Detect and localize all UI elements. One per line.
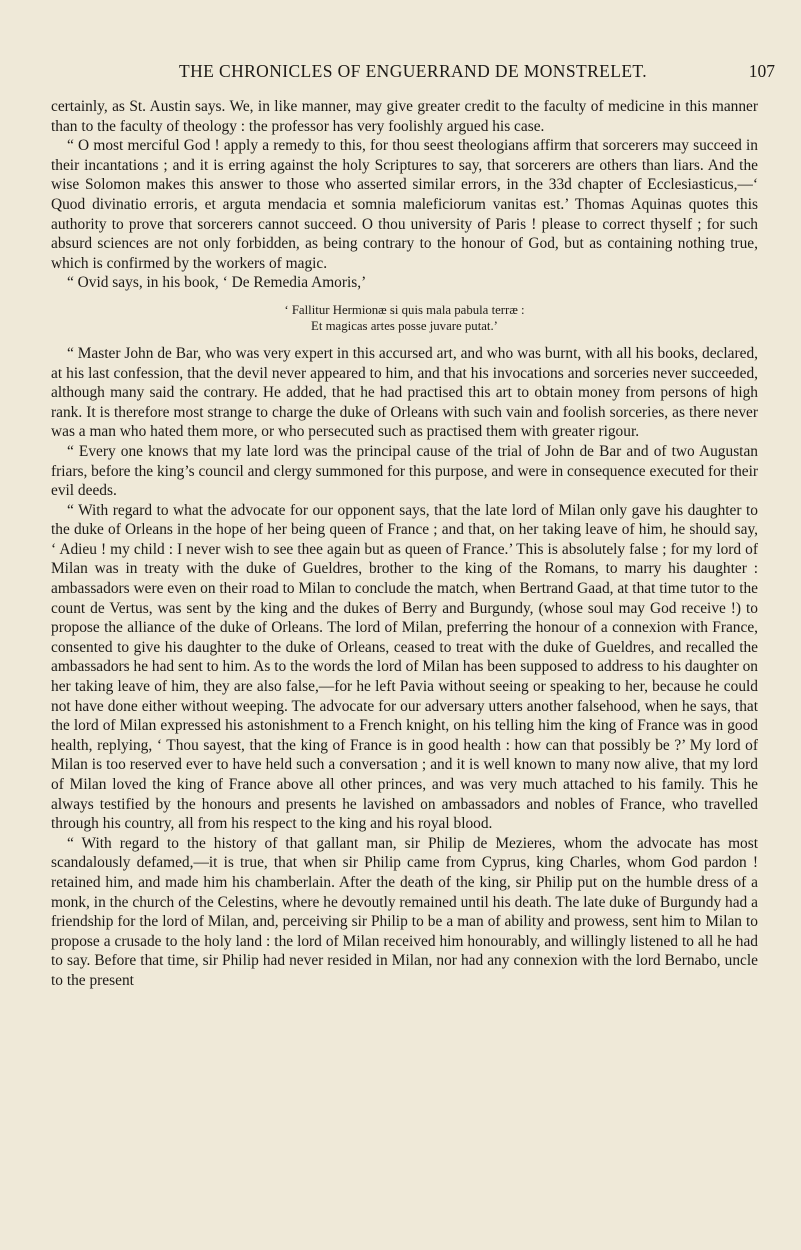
verse-line: ‘ Fallitur Hermionæ si quis mala pabula terræ : (284, 302, 525, 317)
paragraph: “ With regard to the history of that gallant man, sir Philip de Mezieres, whom the advocate has most scandalously defamed,—it is true, that when sir Philip came from Cyprus, king Charles, whom God pardon ! retained him, and made him his chamberlain. After the death of the king, sir Philip put on the humble dress of a monk, in the church of the Celestins, where he devoutly remained until his death. The late duke of Burgundy had a friendship for the lord of Milan, and, perceiving sir Philip to be a man of ability and prowess, sent him to Milan to propose a crusade to the holy land : the lord of Milan received him honourably, and willingly listened to all he had to say. Before that time, sir Philip had never resided in Milan, nor had any connexion with the lord Bernabo, uncle to the present (51, 834, 758, 989)
running-header (51, 57, 775, 85)
body-text (51, 97, 758, 991)
page-number: 107 (748, 61, 775, 81)
verse-quotation (51, 302, 758, 334)
verse-line: Et magicas artes posse juvare putat.’ (311, 318, 498, 333)
paragraph: “ Every one knows that my late lord was the principal cause of the trial of John de Bar and of two Augustan friars, before the king’s council and clergy summoned for this purpose, and were in consequence executed for their evil deeds. (51, 442, 759, 500)
paragraph: “ With regard to what the advocate for our opponent says, that the late lord of Milan only gave his daughter to the duke of Orleans in the hope of her being queen of France ; and that, on her taking leave of him, he should say, ‘ Adieu ! my child : I never wish to see thee again but as queen of France.’ This is absolutely false ; for my lord of Milan was in treaty with the duke of Gueldres, brother to the king of the Romans, to marry his daughter : ambassadors were even on their road to Milan to conclude the match, when Bertrand Gaad, at that time tutor to the count de Vertus, was sent by the king and the dukes of Berry and Burgundy, (whose soul may God receive !) to propose the alliance of the duke of Orleans. The lord of Milan, preferring the honour of a connexion with France, consented to give his daughter to the duke of Orleans, ceased to treat with the duke of Gueldres, and recalled the ambassadors he had sent to him. As to the words the lord of Milan has been supposed to address to his daughter on her taking leave of him, they are also false,—for he left Pavia without seeing or speaking to her, because he could not have done either without weeping. The advocate for our adversary utters another falsehood, when he says, that the lord of Milan expressed his astonishment to a French knight, on his telling him the king of France was in good health, replying, ‘ Thou sayest, that the king of France is in good health : how can that possibly be ?’ My lord of Milan is too reserved ever to have held such a conversation ; and it is well known to many now alive, that my lord of Milan loved the king of France above all other princes, and was very much attached to his family. This he always testified by the honours and presents he lavished on ambassadors and nobles of France, who travelled through his country, all from his respect to the king and his royal blood. (51, 501, 758, 833)
paragraph: “ O most merciful God ! apply a remedy to this, for thou seest theologians affirm that sorcerers may succeed in their incantations ; and it is erring against the holy Scriptures to say, that sorcerers are others than liars. And the wise Solomon makes this answer to those who asserted similar errors, in the 33d chapter of Ecclesiasticus,—‘ Quod divinatio erroris, et arguta mendacia et somnia maleficiorum vanitas est.’ Thomas Aquinas quotes this authority to prove that sorcerers cannot succeed. O thou university of Paris ! please to correct thyself ; for such absurd sciences are not only forbidden, as being contrary to the honour of God, but as containing nothing true, which is confirmed by the workers of magic. (51, 137, 758, 272)
running-title: THE CHRONICLES OF ENGUERRAND DE MONSTRELET. (179, 61, 647, 81)
paragraph: “ Ovid says, in his book, ‘ De Remedia Amoris,’ (67, 274, 367, 292)
paragraph: certainly, as St. Austin says. We, in like manner, may give greater credit to the faculty of medicine in this manner than to the faculty of theology : the professor has very foolishly argued his case. (51, 98, 758, 135)
paragraph: “ Master John de Bar, who was very expert in this accursed art, and who was burnt, with all his books, declared, at his last confession, that the devil never appeared to him, and that his invocations and sorceries never succeeded, although many said the contrary. He added, that he had practised this art to obtain money from persons of high rank. It is therefore most strange to charge the duke of Orleans with such vain and foolish sorceries, as there never was a man who hated them more, or who persecuted such as practised them with greater rigour. (51, 344, 758, 441)
